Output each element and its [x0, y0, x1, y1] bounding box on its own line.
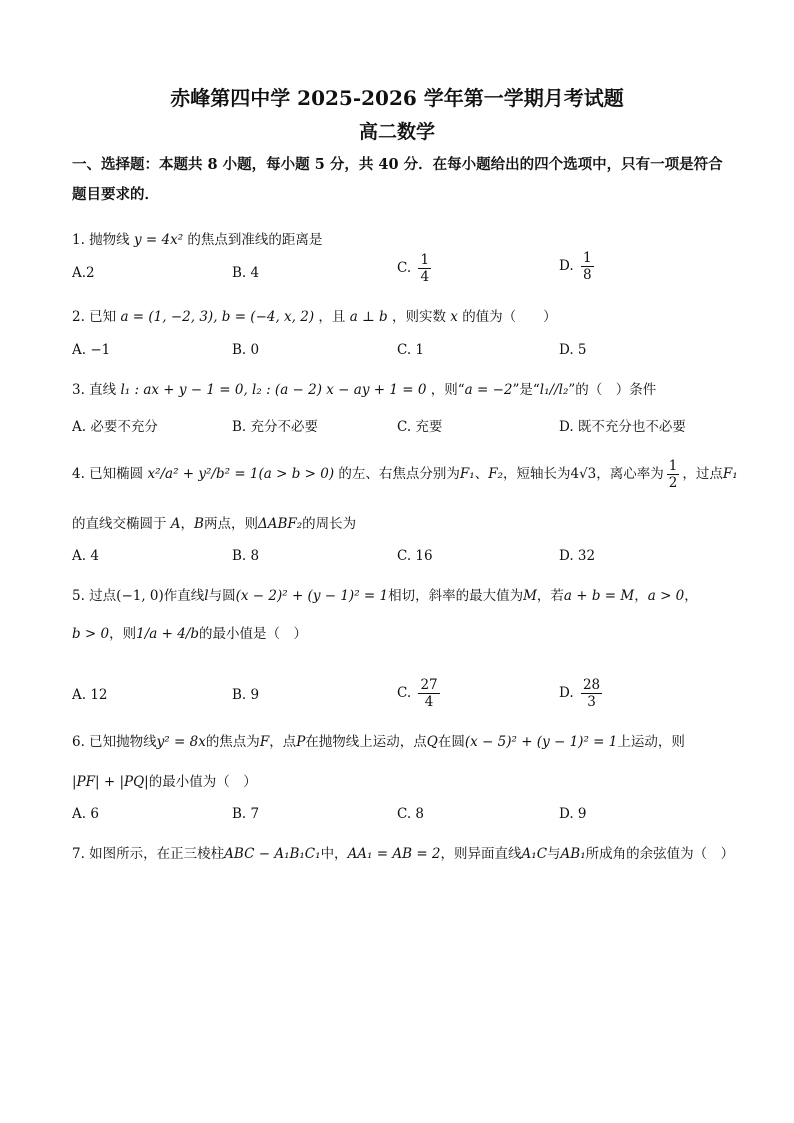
q6-line2-expr: |PF| + |PQ| — [72, 774, 149, 790]
q6-q: Q — [426, 734, 438, 750]
q5-option-d[interactable]: D. $\frac{28}{3}$ — [559, 677, 601, 710]
section-heading: 一、选择题：本题共 8 小题，每小题 5 分，共 40 分．在每小题给出的四个选项中，只有一项是符合题目要求的． — [72, 156, 723, 203]
q2-option-d[interactable]: D. 5 — [559, 342, 587, 358]
q7-stem-mid3: 与 — [547, 846, 561, 862]
q6-option-c[interactable]: C. 8 — [397, 806, 425, 822]
q5-line2-mid: ，则 — [109, 626, 137, 642]
q2-stem-pre: 2. 已知 — [72, 309, 117, 325]
q5-options — [72, 677, 732, 711]
q4-option-d[interactable]: D. 32 — [559, 548, 596, 564]
q4-triangle: ΔABF₂ — [257, 516, 303, 532]
q4-stem-mid3: ，离心率为 — [596, 466, 664, 482]
q6-circle: (x − 5)² + (y − 1)² = 1 — [464, 734, 618, 750]
q5-option-c[interactable]: C. $\frac{27}{4}$ — [397, 677, 438, 710]
exam-subtitle: 高二数学 — [358, 121, 435, 143]
question-4-line2: 的直线交椭圆于 A，B两点，则ΔABF₂的周长为 — [72, 516, 357, 532]
q4-stem-pre: 4. 已知椭圆 — [72, 466, 144, 482]
question-1 — [72, 228, 322, 248]
q1-option-d[interactable]: D. $\frac{1}{8}$ — [559, 250, 592, 283]
q6-stem-mid2: ，点 — [269, 734, 297, 750]
q3-expr2: a = −2 — [464, 382, 513, 398]
q6-option-d[interactable]: D. 9 — [559, 806, 587, 822]
q4-option-c[interactable]: C. 16 — [397, 548, 433, 564]
q3-stem-pre: 3. 直线 — [72, 382, 117, 398]
q6-p: P — [296, 734, 306, 750]
q5-option-b[interactable]: B. 9 — [232, 687, 260, 703]
q4-line2-tail: 两点，则 — [203, 516, 258, 532]
q4-point-a: A — [170, 516, 181, 532]
q5-c-fraction: $\frac{27}{4}$ — [420, 677, 438, 710]
q3-options — [72, 415, 732, 449]
q3-expr3: l₁//l₂ — [539, 382, 569, 398]
q5-circle: (x − 2)² + (y − 1)² = 1 — [235, 588, 389, 604]
q2-stem-mid: ，且 — [318, 309, 346, 325]
q6-line2-end: 的最小值为（ ） — [148, 774, 257, 790]
q2-stem-mid2: ，则实数 — [391, 309, 446, 325]
question-5: 5. 过点(−1, 0)作直线l与圆(x − 2)² + (y − 1)² = 1相切，斜率的最大值为M，若a + b = M，a > 0， — [72, 588, 698, 604]
q7-expr4: AB₁ — [560, 846, 586, 862]
q1-expr: y = 4x² — [133, 232, 184, 248]
q6-options — [72, 806, 732, 840]
q5-stem-mid2: 与圆 — [208, 588, 236, 604]
q2-options — [72, 342, 732, 376]
q4-ecc-fraction: $\frac{1}{2}$ — [668, 458, 678, 491]
question-4 — [72, 458, 738, 491]
q2-stem-post: 的值为（ ） — [462, 309, 557, 325]
q5-m: M — [523, 588, 537, 604]
q1-option-a[interactable]: A.2 — [72, 265, 95, 281]
q7-stem-mid2: ，则异面直线 — [440, 846, 522, 862]
q7-stem-pre: 7. 如图所示，在正三棱柱 — [72, 846, 225, 862]
q1-option-c[interactable]: C. $\frac{1}{4}$ — [397, 252, 430, 285]
q4-f1: F₁ — [459, 466, 475, 482]
q1-options — [72, 250, 732, 296]
question-3 — [72, 378, 656, 398]
q1-stem-pre: 1. 抛物线 — [72, 232, 130, 248]
question-5-line2 — [72, 622, 307, 642]
q4-option-a[interactable]: A. 4 — [72, 548, 99, 564]
q5-stem-mid: 作直线 — [163, 588, 205, 604]
q6-stem-post: 上运动，则 — [617, 734, 685, 750]
q3-stem-mid: ，则“ — [430, 382, 465, 398]
q6-stem-pre: 6. 已知抛物线 — [72, 734, 157, 750]
q5-line-l: l — [204, 588, 209, 604]
q3-option-c[interactable]: C. 充要 — [397, 419, 443, 435]
q4-f3: F₁ — [722, 466, 738, 482]
q6-expr: y² = 8x — [156, 734, 206, 750]
q1-stem-post: 的焦点到准线的距离是 — [187, 232, 323, 248]
q5-option-a[interactable]: A. 12 — [72, 687, 108, 703]
q6-stem-mid4: 在圆 — [437, 734, 465, 750]
q5-stem-pre: 5. 过点 — [72, 588, 117, 604]
question-6-line2 — [72, 770, 257, 790]
q7-expr2: AA₁ = AB = 2 — [347, 846, 441, 862]
q6-stem-mid: 的焦点为 — [205, 734, 260, 750]
q4-point-b: B — [194, 516, 204, 532]
q4-stem-mid4: ，过点 — [682, 466, 723, 482]
q4-sep: 、 — [474, 466, 489, 482]
q4-line2-end: 的周长为 — [302, 516, 357, 532]
q2-option-a[interactable]: A. −1 — [72, 342, 111, 358]
q7-expr: ABC − A₁B₁C₁ — [224, 846, 321, 862]
q5-line2-end: 的最小值是（ ） — [198, 626, 307, 642]
q6-option-a[interactable]: A. 6 — [72, 806, 99, 822]
q3-stem-post: ”的（ ）条件 — [568, 382, 657, 398]
q4-line2-post: 的直线交椭圆于 — [72, 516, 167, 532]
q6-stem-mid3: 在抛物线上运动，点 — [305, 734, 427, 750]
q6-f: F — [259, 734, 270, 750]
q5-d-fraction: $\frac{28}{3}$ — [582, 677, 601, 710]
q7-stem-mid: 中， — [320, 846, 348, 862]
q3-option-d[interactable]: D. 既不充分也不必要 — [559, 419, 686, 435]
q3-stem-mid2: ”是“ — [512, 382, 540, 398]
q4-f2: F₂ — [488, 466, 503, 482]
question-6 — [72, 730, 685, 750]
q5-expr-frac: 1/a + 4/b — [136, 626, 199, 642]
q4-options — [72, 548, 732, 582]
exam-title: 赤峰第四中学 2025-2026 学年第一学期月考试题 — [170, 86, 624, 110]
q6-option-b[interactable]: B. 7 — [232, 806, 260, 822]
q4-stem-mid: 的左、右焦点分别为 — [338, 466, 460, 482]
q7-stem-post: 所成角的余弦值为（ ） — [585, 846, 735, 862]
question-2 — [72, 305, 557, 325]
q4-expr: x²/a² + y²/b² = 1(a > b > 0) — [147, 466, 335, 482]
q2-expr2: a ⊥ b — [349, 309, 388, 325]
q5-cond3: b > 0 — [72, 626, 110, 642]
q2-option-b[interactable]: B. 0 — [232, 342, 260, 358]
question-7 — [72, 842, 734, 862]
q3-option-b[interactable]: B. 充分不必要 — [232, 419, 319, 435]
q3-option-a[interactable]: A. 必要不充分 — [72, 419, 158, 435]
q7-expr3: A₁C — [521, 846, 548, 862]
q4-expr2: 4√3 — [570, 466, 597, 482]
q4-stem-mid2: ，短轴长为 — [502, 466, 571, 482]
q2-expr: a = (1, −2, 3), b = (−4, x, 2) — [120, 309, 315, 325]
q1-d-fraction: $\frac{1}{8}$ — [582, 250, 592, 283]
q2-option-c[interactable]: C. 1 — [397, 342, 425, 358]
q5-stem-mid3: 相切，斜率的最大值为 — [388, 588, 524, 604]
q5-point: (−1, 0) — [116, 588, 164, 604]
q4-option-b[interactable]: B. 8 — [232, 548, 260, 564]
q5-cond1: a + b = M — [563, 588, 635, 604]
q5-stem-mid4: ，若 — [536, 588, 564, 604]
q3-expr: l₁ : ax + y − 1 = 0, l₂ : (a − 2) x − ay + 1 = 0 — [120, 382, 427, 398]
q2-var: x — [450, 309, 458, 325]
q1-c-fraction: $\frac{1}{4}$ — [420, 252, 430, 285]
q5-cond2: a > 0 — [647, 588, 685, 604]
q1-option-b[interactable]: B. 4 — [232, 265, 260, 281]
